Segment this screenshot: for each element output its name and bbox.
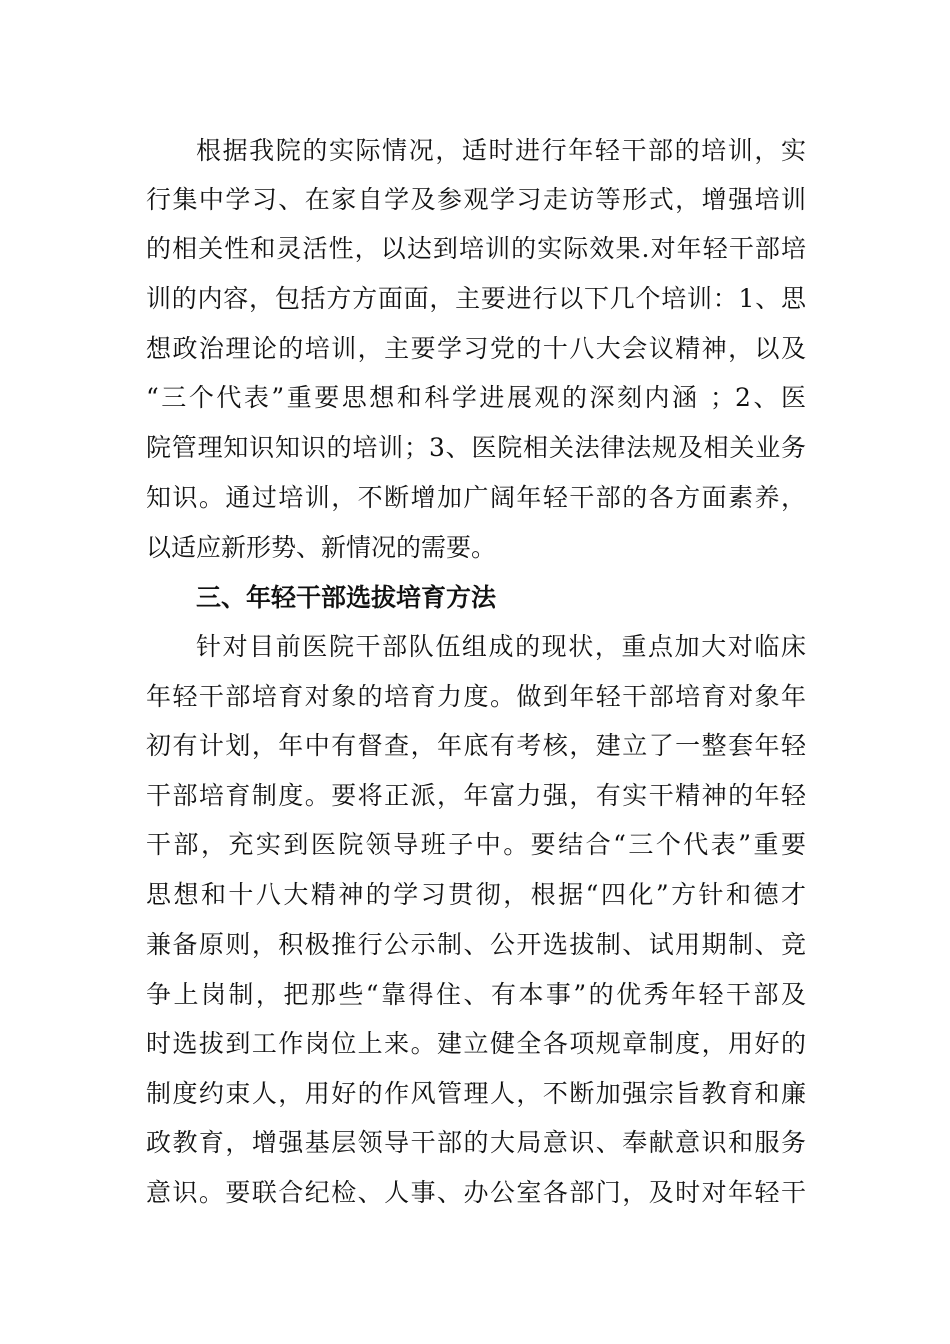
paragraph2-line-7: 兼备原则，积极推行公示制、公开选拔制、试用期制、竞 <box>146 930 806 959</box>
paragraph1-line-2: 行集中学习、在家自学及参观学习走访等形式，增强培训 <box>146 185 806 214</box>
paragraph2-line-8: 争上岗制，把那些“靠得住、有本事”的优秀年轻干部及 <box>146 980 806 1009</box>
paragraph1-line-8: 知识。通过培训，不断增加广阔年轻干部的各方面素养， <box>146 483 806 512</box>
paragraph2-line-3: 初有计划，年中有督查，年底有考核，建立了一整套年轻 <box>146 731 806 760</box>
paragraph2-line-2: 年轻干部培育对象的培育力度。做到年轻干部培育对象年 <box>146 682 806 711</box>
paragraph1-line-9: 以适应新形势、新情况的需要。 <box>146 533 497 562</box>
paragraph2-line-5: 干部，充实到医院领导班子中。要结合“三个代表”重要 <box>146 830 806 859</box>
paragraph1-line-6: “三个代表”重要思想和科学进展观的深刻内涵 ；2、医 <box>146 383 806 412</box>
paragraph1-line-5: 想政治理论的培训，主要学习党的十八大会议精神，以及 <box>146 334 806 363</box>
paragraph1-line-1: 根据我院的实际情况，适时进行年轻干部的培训，实 <box>196 136 806 165</box>
section-heading: 三、年轻干部选拔培育方法 <box>196 583 497 612</box>
paragraph2-line-10: 制度约束人，用好的作风管理人，不断加强宗旨教育和廉 <box>146 1079 806 1108</box>
paragraph2-line-9: 时选拔到工作岗位上来。建立健全各项规章制度，用好的 <box>146 1029 806 1058</box>
paragraph1-line-7: 院管理知识知识的培训；3、医院相关法律法规及相关业务 <box>146 433 806 462</box>
paragraph2-line-6: 思想和十八大精神的学习贯彻，根据“四化”方针和德才 <box>146 880 806 909</box>
paragraph1-line-3: 的相关性和灵活性，以达到培训的实际效果.对年轻干部培 <box>146 234 806 263</box>
paragraph2-line-4: 干部培育制度。要将正派，年富力强，有实干精神的年轻 <box>146 781 806 810</box>
paragraph1-line-4: 训的内容，包括方方面面，主要进行以下几个培训：1、思 <box>146 284 806 313</box>
paragraph2-line-12: 意识。要联合纪检、人事、办公室各部门，及时对年轻干 <box>146 1178 806 1207</box>
paragraph2-line-1: 针对目前医院干部队伍组成的现状，重点加大对临床 <box>196 632 806 661</box>
paragraph2-line-11: 政教育，增强基层领导干部的大局意识、奉献意识和服务 <box>146 1128 806 1157</box>
